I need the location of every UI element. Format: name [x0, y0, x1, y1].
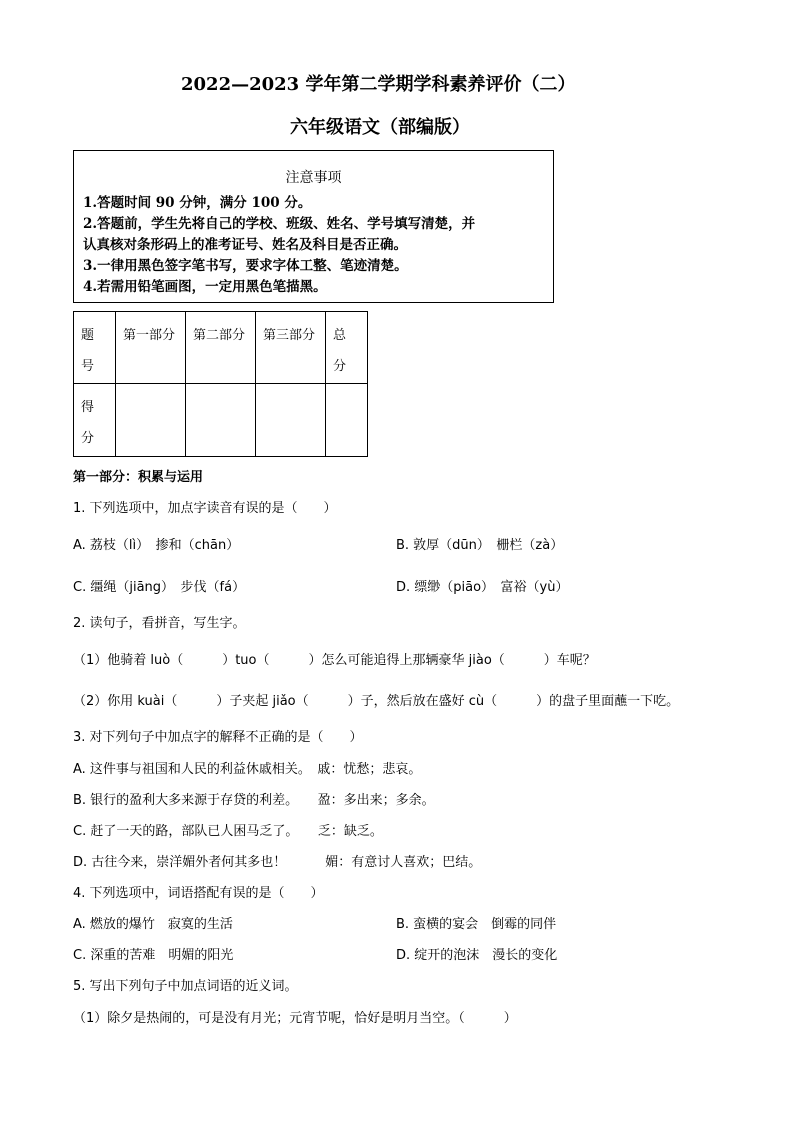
question-3-option-b: B. 银行的盈利大多来源于存贷的利差。 盈：多出来；多余。 — [73, 793, 435, 808]
score-header-cell: 第一部分 — [116, 312, 186, 384]
score-header-cell: 第二部分 — [186, 312, 256, 384]
notice-box — [73, 150, 554, 303]
score-header-cell: 总分 — [326, 312, 368, 384]
score-cell-part1[interactable] — [116, 384, 186, 457]
score-header-cell: 第三部分 — [256, 312, 326, 384]
score-cell-part2[interactable] — [186, 384, 256, 457]
notice-item: 4.若需用铅笔画图，一定用黑色笔描黑。 — [83, 279, 327, 295]
question-5-stem: 5. 写出下列句子中加点词语的近义词。 — [73, 979, 298, 994]
notice-item: 认真核对条形码上的准考证号、姓名及科目是否正确。 — [83, 237, 407, 253]
notice-title: 注意事项 — [285, 170, 342, 186]
question-2-sentence-1: （1）他骑着 luò（ ）tuo（ ）怎么可能追得上那辆豪华 jiào（ ）车呢？ — [73, 653, 596, 668]
score-table-header-row — [74, 312, 368, 384]
question-4-option-a: A. 燃放的爆竹 寂寞的生活 — [73, 917, 233, 932]
score-row-label: 得分 — [74, 384, 116, 457]
question-2-sentence-2: （2）你用 kuài（ ）子夹起 jiǎo（ ）子，然后放在盛好 cù（ ）的盘子里面蘸一下吃。 — [73, 694, 680, 709]
score-cell-part3[interactable] — [256, 384, 326, 457]
question-4-option-c: C. 深重的苦难 明媚的阳光 — [73, 948, 234, 963]
question-2-stem: 2. 读句子，看拼音，写生字。 — [73, 616, 246, 631]
question-1-option-b: B. 敦厚（dūn） 栅栏（zà） — [396, 538, 564, 553]
question-3-stem: 3. 对下列句子中加点字的解释不正确的是（ ） — [73, 730, 363, 745]
question-3-option-d: D. 古往今来，崇洋媚外者何其多也！ 媚：有意讨人喜欢；巴结。 — [73, 855, 482, 870]
question-1-option-d: D. 缥缈（piāo） 富裕（yù） — [396, 580, 569, 595]
question-5-sentence-1: （1）除夕是热闹的，可是没有月光；元宵节呢，恰好是明月当空。（ ） — [73, 1011, 517, 1026]
question-1-stem: 1. 下列选项中，加点字读音有误的是（ ） — [73, 501, 337, 516]
notice-item: 1.答题时间 90 分钟，满分 100 分。 — [83, 195, 312, 211]
score-header-cell: 题号 — [74, 312, 116, 384]
question-4-option-b: B. 蛮横的宴会 倒霉的同伴 — [396, 917, 557, 932]
notice-item: 3.一律用黑色签字笔书写，要求字体工整、笔迹清楚。 — [83, 258, 408, 274]
question-1-option-a: A. 荔枝（lì） 掺和（chān） — [73, 538, 240, 553]
question-3-option-a: A. 这件事与祖国和人民的利益休戚相关。 戚：忧愁；悲哀。 — [73, 762, 422, 777]
question-4-option-d: D. 绽开的泡沫 漫长的变化 — [396, 948, 558, 963]
score-table-score-row — [74, 384, 368, 457]
exam-subtitle: 六年级语文（部编版） — [290, 117, 470, 138]
score-table — [73, 311, 368, 457]
question-1-option-c: C. 缰绳（jiāng） 步伐（fá） — [73, 580, 246, 595]
exam-title: 2022—2023 学年第二学期学科素养评价（二） — [181, 74, 576, 95]
question-4-stem: 4. 下列选项中，词语搭配有误的是（ ） — [73, 886, 324, 901]
notice-item: 2.答题前，学生先将自己的学校、班级、姓名、学号填写清楚，并 — [83, 216, 476, 232]
question-3-option-c: C. 赶了一天的路，部队已人困马乏了。 乏：缺乏。 — [73, 824, 383, 839]
section-title-part1: 第一部分：积累与运用 — [73, 470, 204, 485]
score-cell-total[interactable] — [326, 384, 368, 457]
